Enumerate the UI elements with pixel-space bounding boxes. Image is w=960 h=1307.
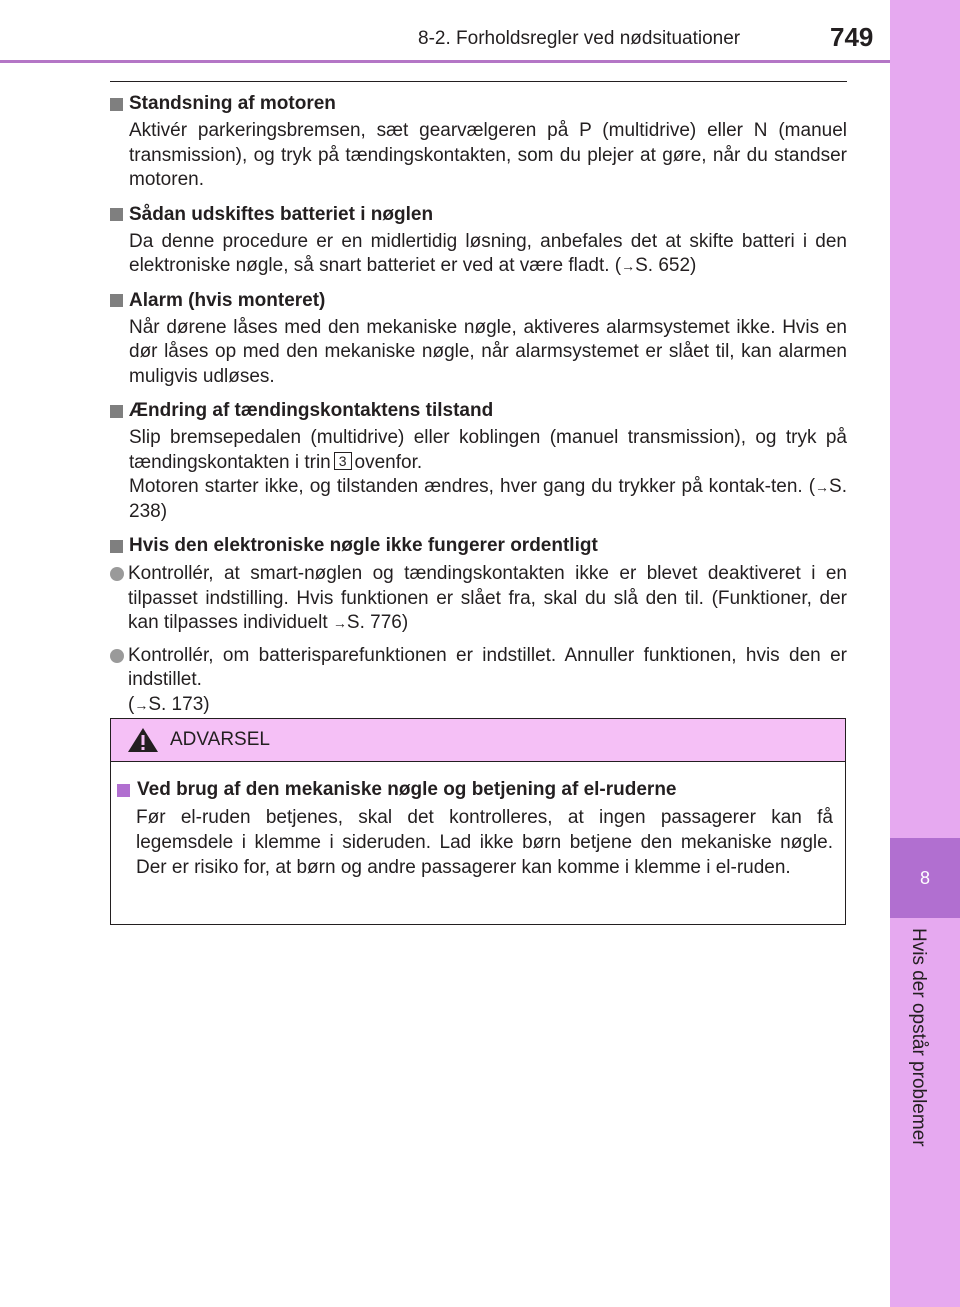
arrow-icon: → — [621, 258, 636, 274]
body-text: Motoren starter ikke, og tilstanden ændres, hver gang du trykker på kontak-ten. ( — [129, 476, 816, 497]
bullet-text: Kontrollér, om batterisparefunktionen er indstillet. Annuller funktionen, hvis den er indstillet. — [128, 644, 847, 690]
arrow-icon: → — [134, 696, 149, 713]
section-heading: Hvis den elektroniske nøgle ikke fungerer ordentligt — [129, 535, 598, 556]
body-text: ovenfor. — [354, 451, 423, 473]
square-bullet-icon — [110, 405, 123, 418]
page-reference: S. 776) — [346, 612, 409, 633]
section-heading: Standsning af motoren — [129, 93, 336, 114]
section-ignition-mode — [110, 399, 847, 524]
page-number: 749 — [830, 22, 874, 52]
section-alarm — [110, 289, 847, 390]
chapter-number: 8 — [890, 838, 960, 918]
warning-subheading-text: Ved brug af den mekaniske nøgle og betjening af el-ruderne — [137, 779, 677, 800]
section-body — [129, 426, 847, 524]
page-reference: S. 238) — [129, 476, 847, 522]
header-title: 8-2. Forholdsregler ved nødsituationer — [418, 28, 741, 49]
header-divider — [0, 60, 890, 63]
square-bullet-icon — [117, 784, 130, 797]
main-content — [110, 92, 847, 727]
arrow-icon: → — [332, 615, 347, 631]
step-badge: 3 — [334, 452, 352, 470]
page-reference: S. 173) — [148, 693, 210, 715]
warning-triangle-icon — [127, 727, 159, 753]
section-body — [129, 230, 847, 279]
body-text: Slip bremsepedalen (multidrive) eller koblingen (manuel transmission), og tryk på tændingskontakten i trin — [129, 427, 847, 473]
section-body: Aktivér parkeringsbremsen, sæt gearvælgeren på P (multidrive) eller N (manuel transmission), og tryk på tændingskontakten, som du plejer at gøre, når du standser motoren. — [129, 120, 847, 190]
square-bullet-icon — [110, 98, 123, 111]
square-bullet-icon — [110, 208, 123, 221]
list-item — [110, 644, 847, 718]
circle-bullet-icon — [110, 567, 124, 581]
page-reference: S. 652) — [635, 255, 697, 276]
warning-header — [111, 719, 845, 762]
section-body: Når dørene låses med den mekaniske nøgle, aktiveres alarmsystemet ikke. Hvis en dør låses op med den mekaniske nøgle, når alarmsystemet er slået til, kan alarmen muligvis udløses. — [129, 316, 847, 387]
bullet-text: Kontrollér, at smart-nøglen og tændingskontakten ikke er blevet deaktiveret i en tilpasset indstilling. Hvis funktionen er slået fra, skal du slå den til. (Funktioner, der kan tilpasses individuelt — [128, 563, 847, 633]
content-top-rule — [110, 81, 847, 82]
section-stop-engine — [110, 92, 847, 193]
warning-subheading — [117, 779, 677, 801]
section-heading: Alarm (hvis monteret) — [129, 289, 326, 311]
section-replace-battery — [110, 203, 847, 279]
square-bullet-icon — [110, 540, 123, 553]
section-heading: Ændring af tændingskontaktens tilstand — [129, 400, 494, 421]
warning-body: Før el-ruden betjenes, skal det kontrolleres, at ingen passagerer kan få legemsdele i klemme i sideruden. Lad ikke børn betjene den mekaniske nøgle. Der er risiko for, at børn og andre passagerer kan komme i klemme i el-ruden. — [136, 807, 833, 878]
warning-box — [110, 718, 846, 925]
square-bullet-icon — [110, 294, 123, 307]
circle-bullet-icon — [110, 649, 124, 663]
list-item — [110, 562, 847, 636]
body-text: Da denne procedure er en midlertidig løsning, anbefales det at skifte batteri i den elektroniske nøgle, så snart batteriet er ved at være fladt. ( — [129, 230, 847, 276]
warning-title: ADVARSEL — [170, 729, 270, 750]
chapter-label: Hvis der opstår problemer — [908, 928, 929, 1147]
ref-prefix: ( — [128, 693, 135, 715]
section-key-not-working — [110, 534, 847, 717]
section-heading: Sådan udskiftes batteriet i nøglen — [129, 203, 434, 225]
arrow-icon: → — [815, 479, 830, 495]
